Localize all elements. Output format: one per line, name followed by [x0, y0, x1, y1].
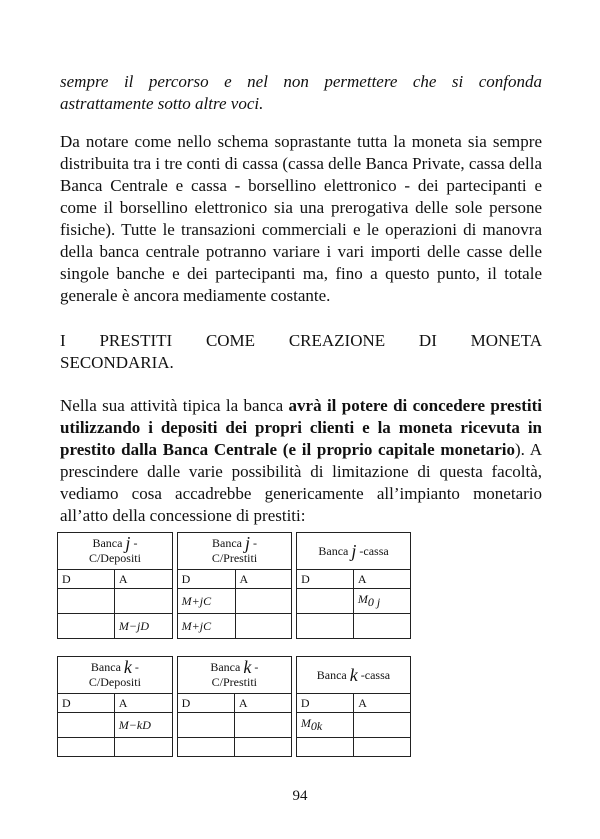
account-suffix: -	[130, 536, 138, 550]
heading-word: I	[60, 331, 66, 350]
account-header-cassa	[297, 533, 411, 570]
math-sub: jC	[199, 618, 212, 633]
credit-column-header: A	[234, 694, 291, 713]
account-type: C/Prestiti	[211, 675, 258, 689]
math-scripts	[192, 619, 211, 633]
math-base: M	[118, 618, 129, 633]
math-scripts	[368, 595, 380, 609]
math-symbol	[300, 716, 323, 733]
math-base: M	[181, 593, 192, 608]
ledger-cell	[177, 713, 234, 738]
paragraph-line: astrattamente sotto altre voci.	[60, 94, 264, 113]
account-header-prestiti	[177, 533, 292, 570]
account-header-cassa	[296, 657, 410, 694]
math-scripts	[311, 719, 322, 733]
debit-column-header: D	[177, 570, 235, 589]
ledger-cell-cash-debit	[296, 713, 353, 738]
ledger-cell-loan-debit	[177, 589, 235, 614]
paragraph-loans	[60, 395, 542, 527]
math-sup: +	[191, 593, 200, 608]
math-base: M	[181, 618, 192, 633]
math-sub: 0k	[310, 719, 323, 733]
ledger-cell	[354, 738, 411, 757]
credit-column-header: A	[114, 694, 172, 713]
page-number: 94	[292, 788, 308, 804]
heading-word: CREAZIONE	[288, 331, 386, 350]
account-suffix: -cassa	[357, 667, 391, 682]
account-prefix: Banca	[210, 660, 244, 674]
math-sub: 0 j	[367, 595, 381, 609]
math-scripts	[192, 594, 211, 608]
ledger-cell	[235, 589, 292, 614]
math-symbol	[119, 718, 151, 732]
paragraph-text: ). A prescindere dalle varie possibilità di limitazione di questa facoltà, vediamo cosa accadrebbe genericamente all’impianto monetario all’atto della concessione di prestiti:	[60, 440, 542, 525]
account-header-depositi	[58, 533, 173, 570]
ledger-cell	[297, 614, 354, 639]
ledger-cell-deposit-credit	[114, 614, 172, 639]
account-prefix: Banca	[92, 536, 126, 550]
ledger-cell-loan-debit	[177, 614, 235, 639]
account-suffix: -	[131, 660, 139, 674]
ledger-cell	[234, 738, 291, 757]
math-sub: jD	[137, 618, 150, 633]
account-suffix: -cassa	[356, 543, 389, 558]
paragraph-text: Nella sua attività tipica la banca	[60, 396, 289, 415]
ledger-cell	[114, 589, 172, 614]
ledger-table-bank-j	[57, 532, 411, 639]
ledger-cell	[58, 738, 115, 757]
account-suffix: -	[249, 536, 257, 550]
paragraph-bold-text: avrà il potere di concedere prestiti utilizzando i depositi dei propri clienti e la moneta ricevuta in prestito dalla Banca Centrale (e il proprio capitale monetario	[60, 396, 542, 459]
ledger-cell	[177, 738, 234, 757]
account-header-depositi	[58, 657, 173, 694]
account-type: C/Depositi	[88, 675, 141, 689]
account-prefix: Banca	[316, 667, 350, 682]
account-variable: j	[125, 533, 131, 553]
credit-column-header: A	[353, 570, 410, 589]
ledger-cell	[114, 738, 172, 757]
math-base: M	[300, 716, 311, 730]
ledger-table-bank-k	[57, 656, 411, 757]
ledger-cell	[58, 589, 115, 614]
ledger-cell	[234, 713, 291, 738]
paragraph-continuation	[60, 71, 542, 115]
math-scripts	[129, 619, 149, 633]
credit-column-header: A	[114, 570, 172, 589]
math-sup: −	[128, 618, 138, 633]
ledger-cell	[58, 713, 115, 738]
section-heading	[60, 330, 542, 374]
account-type: C/Prestiti	[211, 551, 258, 565]
math-base: M	[357, 592, 368, 606]
account-variable: k	[243, 657, 252, 677]
ledger-cell-deposit-credit	[114, 713, 172, 738]
paragraph-line: sempre il percorso e nel non permettere che si confonda	[60, 72, 542, 91]
credit-column-header: A	[354, 694, 411, 713]
ledger-cell	[353, 614, 410, 639]
math-sub: jC	[199, 593, 212, 608]
ledger-cell	[235, 614, 292, 639]
heading-word: COME	[205, 331, 256, 350]
credit-column-header: A	[235, 570, 292, 589]
account-prefix: Banca	[211, 536, 245, 550]
debit-column-header: D	[58, 694, 115, 713]
ledger-cell	[296, 738, 353, 757]
heading-line: SECONDARIA.	[60, 353, 174, 372]
math-symbol	[182, 619, 211, 633]
math-sub: kD	[136, 717, 151, 732]
math-base: M	[118, 717, 129, 732]
math-symbol	[182, 594, 211, 608]
debit-column-header: D	[297, 570, 354, 589]
ledger-cell	[297, 589, 354, 614]
account-variable: k	[349, 664, 358, 685]
account-prefix: Banca	[318, 543, 352, 558]
heading-word: PRESTITI	[99, 331, 173, 350]
heading-word: DI	[418, 331, 437, 350]
account-header-prestiti	[177, 657, 291, 694]
account-variable: j	[351, 540, 357, 561]
account-suffix: -	[251, 660, 259, 674]
debit-column-header: D	[58, 570, 115, 589]
account-variable: k	[123, 657, 132, 677]
account-prefix: Banca	[90, 660, 124, 674]
debit-column-header: D	[177, 694, 234, 713]
ledger-cell	[58, 614, 115, 639]
math-sup: −	[128, 717, 137, 732]
account-variable: j	[244, 533, 250, 553]
debit-column-header: D	[296, 694, 353, 713]
math-symbol	[357, 592, 381, 609]
paragraph-money-distribution: Da notare come nello schema soprastante tutta la moneta sia sempre distribuita tra i tre conti di cassa (cassa delle Banca Private, cassa della Banca Centrale e cassa - borsellino elettronico - dei partecipanti e come il borsellino elettronico sia una prerogativa delle sole persone fisiche). Tutte le transazioni commerciali e le operazioni di manovra della banca centrale potranno variare i vari importi delle casse delle singole banche e dei partecipanti ma, fino a questo punto, il totale generale è ancora mediamente costante.	[60, 132, 542, 305]
heading-word: MONETA	[470, 331, 542, 350]
account-type: C/Depositi	[88, 551, 141, 565]
math-symbol	[119, 619, 149, 633]
ledger-cell-cash-credit	[353, 589, 410, 614]
math-sup: +	[191, 618, 200, 633]
ledger-cell	[354, 713, 411, 738]
heading-line	[60, 330, 542, 352]
math-scripts	[129, 718, 151, 732]
